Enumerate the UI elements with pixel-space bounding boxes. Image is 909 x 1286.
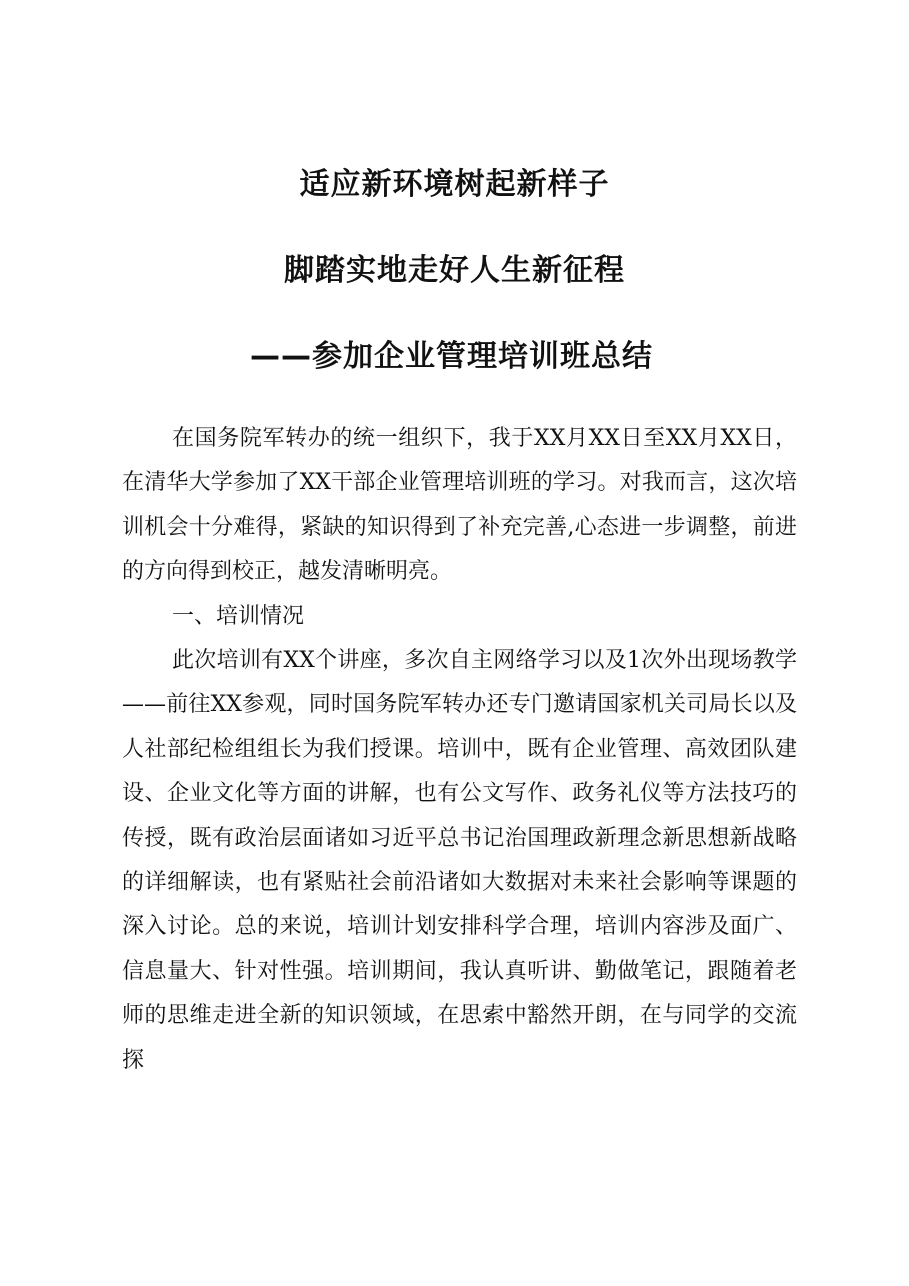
document-subtitle: ——参加企业管理培训班总结 — [250, 339, 653, 374]
document-body — [122, 417, 797, 1083]
title-block — [0, 162, 909, 420]
document-title-line-2: 脚踏实地走好人生新征程 — [284, 253, 625, 288]
section-heading-training: 一、培训情况 — [172, 603, 305, 629]
paragraph-training-details: 此次培训有XX个讲座，多次自主网络学习以及1次外出现场教学——前往XX参观，同时国务院军转办还专门邀请国家机关司局长以及人社部纪检组组长为我们授课。培训中，既有企业管理、高效团队建设、企业文化等方面的讲解，也有公文写作、政务礼仪等方法技巧的传授，既有政治层面诸如习近平总书记治国理政新理念新思想新战略的详细解读，也有紧贴社会前沿诸如大数据对未来社会影响等课题的深入讨论。总的来说，培训计划安排科学合理，培训内容涉及面广、信息量大、针对性强。培训期间，我认真听讲、勤做笔记，跟随着老师的思维走进全新的知识领域，在思索中豁然开朗，在与同学的交流探 — [122, 648, 797, 1073]
paragraph-intro: 在国务院军转办的统一组织下，我于XX月XX日至XX月XX日，在清华大学参加了XX干部企业管理培训班的学习。对我而言，这次培训机会十分难得，紧缺的知识得到了补充完善,心态进一步调整，前进的方向得到校正，越发清晰明亮。 — [122, 426, 797, 585]
document-title: 适应新环境树起新样子 — [299, 167, 610, 202]
